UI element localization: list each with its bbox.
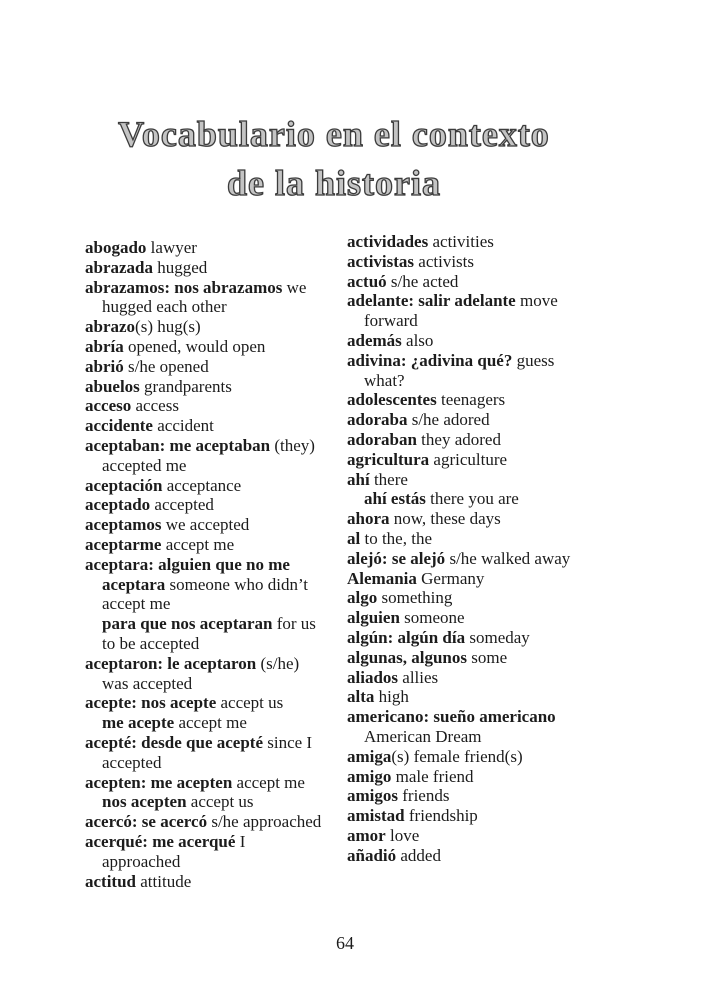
vocab-line [347,846,630,866]
vocab-translation: hugged each other [102,297,227,317]
vocab-line [85,614,347,634]
vocab-headword: aceptado [85,495,151,515]
vocab-headword: acepten: me acepten [85,772,233,792]
page-title [0,110,668,208]
vocab-translation: accepted [102,752,162,772]
vocab-translation: accept us [216,693,284,713]
vocab-headword: americano: sueño americano [347,707,556,727]
vocab-line [85,693,347,713]
vocab-line [85,278,347,298]
vocab-headword: para que nos aceptaran [102,614,273,634]
vocab-translation: opened, would open [123,336,266,356]
vocab-line [347,489,630,509]
vocab-translation: male friend [391,766,474,786]
vocab-headword: adelante: salir adelante [347,291,516,311]
vocab-translation: accept me [102,594,171,614]
vocab-line [85,753,347,773]
vocab-translation: American Dream [364,726,482,746]
vocab-headword: acerqué: me acerqué [85,831,236,851]
page-title-line-1: Vocabulario en el contexto [118,114,550,154]
vocab-line [85,456,347,476]
vocab-translation: (s) female friend(s) [391,746,523,766]
vocab-headword: abuelos [85,376,140,396]
vocab-headword: aceptara [102,574,166,594]
vocab-translation: s/he walked away [445,548,571,568]
vocab-headword: abría [85,336,124,356]
vocab-line [347,430,630,450]
vocab-line [347,390,630,410]
vocab-headword: abrazada [85,257,153,277]
vocab-headword: acepte: nos acepte [85,693,217,713]
vocab-line [347,470,630,490]
vocab-line [347,727,630,747]
vocab-line [347,509,630,529]
vocab-translation: since I [263,732,313,752]
vocab-translation: move [515,291,558,311]
vocab-line [85,396,347,416]
vocab-headword: aceptaron: le aceptaron [85,653,257,673]
vocab-headword: activistas [347,251,415,271]
vocab-line [85,476,347,496]
vocab-headword: actuó [347,271,387,291]
page-title-line-2: de la historia [226,163,441,203]
vocab-line [347,311,630,331]
vocab-headword: algo [347,588,378,608]
vocab-line [347,252,630,272]
vocab-line [85,674,347,694]
vocab-translation: (s/he) [256,653,300,673]
vocab-translation: was accepted [102,673,193,693]
vocab-translation: we accepted [161,515,250,535]
vocab-headword: adivina: ¿adivina qué? [347,350,513,370]
vocab-translation: acceptance [162,475,242,495]
vocab-line [347,331,630,351]
vocab-translation: s/he adored [407,410,490,430]
vocab-headword: adolescentes [347,390,437,410]
vocab-line [347,767,630,787]
vocab-line [85,773,347,793]
vocab-line [85,594,347,614]
vocab-translation: forward [364,311,418,331]
vocab-line [347,628,630,648]
vocab-headword: ahí estás [364,489,426,509]
vocab-translation: attitude [136,871,192,891]
vocab-line [85,832,347,852]
vocab-translation: guess [512,350,555,370]
vocab-headword: acceso [85,396,132,416]
vocab-line [347,410,630,430]
vocab-headword: amor [347,825,386,845]
vocab-translation: also [401,330,434,350]
vocab-translation: we [282,277,307,297]
vocab-translation: s/he opened [123,356,209,376]
vocab-line [347,806,630,826]
vocab-headword: actitud [85,871,136,891]
vocab-line [347,608,630,628]
vocab-headword: abrió [85,356,124,376]
vocab-line [347,687,630,707]
vocab-line [85,555,347,575]
page-number: 64 [336,933,354,953]
vocab-translation: accept me [161,534,235,554]
vocab-translation: activists [414,251,475,271]
vocab-headword: amistad [347,806,405,826]
vocab-translation: grandparents [139,376,232,396]
vocab-headword: aceptamos [85,515,162,535]
vocab-line [347,747,630,767]
vocab-translation: they adored [416,429,501,449]
vocab-translation: to the, the [360,528,432,548]
vocab-translation: what? [364,370,405,390]
vocab-line [85,377,347,397]
vocab-headword: nos acepten [102,792,187,812]
vocab-translation: accept me [174,713,247,733]
vocab-translation: access [131,396,179,416]
vocab-line [347,272,630,292]
vocab-line [85,258,347,278]
vocab-headword: acepté: desde que acepté [85,732,263,752]
vocab-translation: activities [428,232,494,251]
vocab-translation: (they) [270,435,315,455]
vocab-headword: al [347,528,361,548]
vocab-translation: someone [399,608,465,628]
vocab-translation: accept me [232,772,305,792]
vocab-translation: approached [102,851,181,871]
vocab-headword: aceptación [85,475,163,495]
vocab-headword: algunas, algunos [347,647,467,667]
vocab-line [85,515,347,535]
vocab-headword: me acepte [102,713,175,733]
vocab-headword: alguien [347,608,400,628]
vocab-headword: ahora [347,509,390,529]
vocab-headword: adoraba [347,410,408,430]
vocab-headword: añadió [347,845,397,865]
vocab-line [85,872,347,892]
vocab-headword: Alemania [347,568,417,588]
vocab-line [347,569,630,589]
vocab-headword: acercó: se acercó [85,812,208,832]
vocab-columns [85,232,630,891]
vocab-translation: there you are [425,489,519,509]
vocab-line [347,371,630,391]
vocab-line [85,495,347,515]
vocab-headword: además [347,330,402,350]
vocab-line [85,535,347,555]
vocab-line [347,549,630,569]
vocab-translation: love [385,825,420,845]
vocab-headword: alejó: se alejó [347,548,446,568]
vocab-headword: ahí [347,469,370,489]
vocab-headword: amiga [347,746,392,766]
vocab-headword: accidente [85,416,153,436]
vocab-line [85,654,347,674]
vocab-translation: accident [152,416,214,436]
vocab-headword: aliados [347,667,399,687]
vocab-translation: allies [398,667,439,687]
vocab-translation: friendship [404,806,478,826]
vocab-line [85,713,347,733]
vocab-translation: friends [398,786,450,806]
vocab-line [85,852,347,872]
vocab-column-left [85,238,347,891]
vocab-line [347,648,630,668]
vocab-translation: added [396,845,441,865]
vocab-headword: adoraban [347,429,417,449]
vocab-translation: for us [272,614,316,634]
vocab-line [85,357,347,377]
vocab-translation: hugged [153,257,208,277]
vocab-line [85,812,347,832]
vocab-translation: (s) hug(s) [135,317,201,337]
vocab-translation: someone who didn’t [165,574,309,594]
vocab-translation: s/he approached [207,812,322,832]
vocab-headword: aceptarme [85,534,162,554]
vocab-translation: some [467,647,508,667]
vocab-line [85,436,347,456]
vocab-headword: amigo [347,766,392,786]
vocab-translation: s/he acted [386,271,459,291]
vocab-line [85,317,347,337]
vocab-line [347,707,630,727]
vocab-line [85,238,347,258]
vocab-translation: I [235,831,246,851]
vocab-translation: lawyer [146,238,197,257]
vocab-translation: high [374,687,409,707]
vocab-line [85,416,347,436]
vocab-headword: abrazamos: nos abrazamos [85,277,283,297]
vocab-line [347,668,630,688]
vocab-headword: amigos [347,786,398,806]
vocab-translation: teenagers [436,390,506,410]
vocab-headword: actividades [347,232,429,251]
vocab-translation: something [377,588,453,608]
vocab-headword: abrazo [85,317,136,337]
vocab-translation: accepted me [102,455,187,475]
vocab-translation: accepted [150,495,214,515]
vocab-line [85,297,347,317]
vocab-line [347,232,630,252]
vocab-translation: accept us [186,792,254,812]
vocab-column-right [347,232,630,891]
vocab-line [85,634,347,654]
vocab-line [85,792,347,812]
vocab-headword: aceptaban: me aceptaban [85,435,271,455]
vocab-line [85,575,347,595]
vocab-line [347,351,630,371]
vocab-line [347,450,630,470]
vocab-headword: aceptara: alguien que no me [85,554,290,574]
vocab-line [347,786,630,806]
vocab-line [347,826,630,846]
vocab-headword: algún: algún día [347,627,466,647]
vocab-line [85,337,347,357]
vocab-headword: agricultura [347,449,430,469]
vocab-translation: there [369,469,408,489]
vocab-line [85,733,347,753]
vocab-translation: someday [465,627,530,647]
vocab-headword: alta [347,687,375,707]
vocab-translation: Germany [416,568,485,588]
vocab-translation: to be accepted [102,633,200,653]
vocab-translation: agriculture [429,449,508,469]
vocab-line [347,529,630,549]
vocab-line [347,291,630,311]
vocab-translation: now, these days [389,509,501,529]
vocab-line [347,588,630,608]
vocab-headword: abogado [85,238,147,257]
